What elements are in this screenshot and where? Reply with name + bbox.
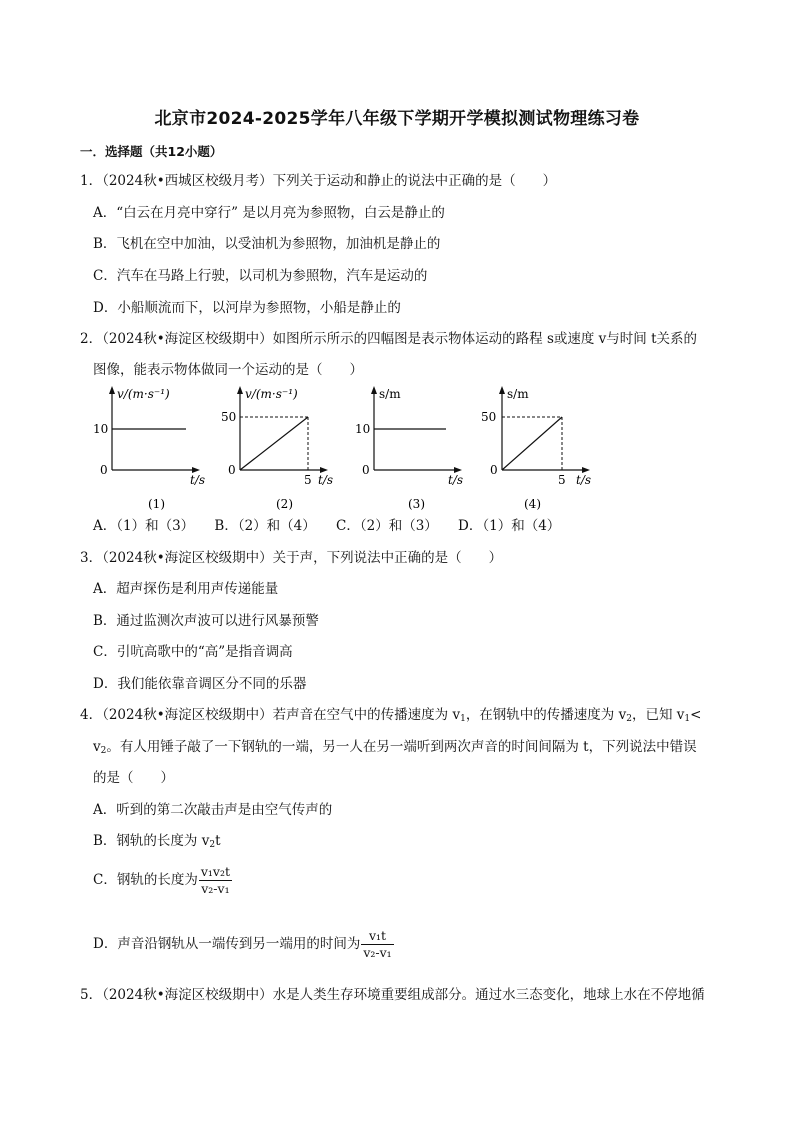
x-value-label: 5 [304,473,312,487]
question-5-stem: 5．（2024秋•海淀区校级期中）水是人类生存环境重要组成部分。通过水三态变化，地球上水在不停地循 [80,987,705,1003]
x-value-label: 5 [558,473,566,487]
y-axis-label: s/m [379,387,401,401]
question-4-option-c[interactable] [93,864,232,897]
stem-text: ，在钢轨中的传播速度为 v [465,707,627,723]
question-4-stem-line-2 [93,738,697,760]
velocity-line [240,417,308,470]
x-axis-label: t/s [576,473,592,487]
motion-graphs-figure [90,378,710,518]
y-axis-label: v/(m·s⁻¹) [117,387,170,401]
x-axis-label: t/s [190,473,206,487]
fraction [199,864,232,897]
stem-text: 4．（2024秋•海淀区校级期中）若声音在空气中的传播速度为 v [80,707,461,723]
question-2-options[interactable]: A．（1）和（3） B．（2）和（4） C．（2）和（3） D．（1）和（4） [93,518,561,534]
section-heading: 一．选择题（共12小题） [80,144,223,159]
origin-label: 0 [228,463,236,477]
question-1-option-b[interactable]: B．飞机在空中加油，以受油机为参照物，加油机是静止的 [93,236,441,252]
question-1-option-c[interactable]: C．汽车在马路上行驶，以司机为参照物，汽车是运动的 [93,268,428,284]
fraction-denominator: v₂-v₁ [363,945,392,960]
question-2-stem-line-2: 图像，能表示物体做同一个运动的是（ ） [93,362,363,378]
question-3-option-c[interactable]: C．引吭高歌中的“高”是指音调高 [93,644,293,660]
x-axis-label: t/s [318,473,334,487]
subscript: 2 [626,714,632,724]
graph-caption: (4) [524,497,541,511]
y-value-label: 50 [481,410,497,424]
question-3-option-b[interactable]: B．通过监测次声波可以进行风暴预警 [93,613,319,629]
fraction-denominator: v₂-v₁ [201,881,230,896]
option-text: B．钢轨的长度为 v [93,833,210,849]
y-value-label: 50 [221,410,237,424]
page-title: 北京市2024-2025学年八年级下学期开学模拟测试物理练习卷 [154,109,640,129]
question-2-stem-line-1: 2．（2024秋•海淀区校级期中）如图所示所示的四幅图是表示物体运动的路程 s或速度 v与时间 t关系的 [80,331,698,347]
fraction [361,928,393,961]
graph-caption: (1) [148,497,165,511]
question-4-option-b[interactable] [93,832,221,854]
graph-caption: (3) [408,497,425,511]
option-text: D．声音沿钢轨从一端传到另一端用的时间为 [93,936,361,952]
graph-2 [221,386,333,511]
question-4-stem-line-3: 的是（ ） [93,770,174,786]
stem-text: ，已知 v [631,707,685,723]
x-axis-label: t/s [448,473,464,487]
subscript: 1 [460,714,466,724]
graph-4 [481,386,591,511]
y-value-label: 10 [355,422,371,436]
question-1-option-a[interactable]: A．“白云在月亮中穿行” 是以月亮为参照物，白云是静止的 [93,205,445,221]
origin-label: 0 [490,463,498,477]
y-value-label: 10 [93,422,109,436]
graph-3 [355,386,463,511]
distance-line [502,417,562,470]
question-3-option-d[interactable]: D．我们能依靠音调区分不同的乐器 [93,676,307,692]
origin-label: 0 [362,463,370,477]
subscript: 2 [100,746,107,756]
less-than-symbol: < [690,707,702,723]
stem-text: v [93,739,101,755]
origin-label: 0 [100,463,108,477]
graph-1 [93,386,205,511]
question-3-option-a[interactable]: A．超声探伤是利用声传递能量 [93,581,279,597]
fraction-numerator: v₁t [361,928,393,945]
question-4-option-d[interactable] [93,928,394,961]
question-4-option-a[interactable]: A．听到的第二次敲击声是由空气传声的 [93,802,333,818]
y-axis-label: v/(m·s⁻¹) [245,387,298,401]
subscript: 2 [209,840,216,850]
subscript: 1 [684,714,691,724]
question-4-stem-line-1 [80,706,701,728]
option-text: t [215,833,221,849]
option-text: C．钢轨的长度为 [93,872,198,888]
stem-text: 。有人用锤子敲了一下钢轨的一端，另一人在另一端听到两次声音的时间间隔为 t，下列说法中错误 [106,739,697,755]
question-1-option-d[interactable]: D．小船顺流而下，以河岸为参照物，小船是静止的 [93,300,401,316]
question-3-stem: 3．（2024秋•海淀区校级期中）关于声，下列说法中正确的是（ ） [80,550,503,566]
fraction-numerator: v₁v₂t [200,864,231,879]
y-axis-label: s/m [507,387,529,401]
graph-caption: (2) [276,497,293,511]
question-1-stem: 1．（2024秋•西城区校级月考）下列关于运动和静止的说法中正确的是（ ） [80,173,557,189]
